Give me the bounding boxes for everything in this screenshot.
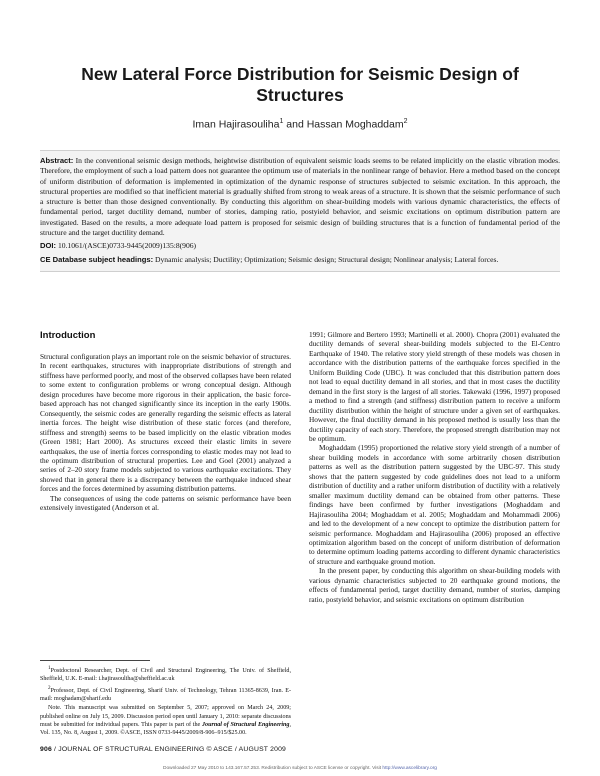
subject-headings-line: [40, 255, 560, 265]
doi-label: DOI:: [40, 241, 57, 251]
doi-value: 10.1061/(ASCE)0733-9445(2009)135:8(906): [57, 241, 197, 251]
footnote-2-mark: 2: [48, 685, 51, 692]
footnote-2-text: Professor, Dept. of Civil Engineering, Sharif Univ. of Technology, Tehran 11365-8639, Iran. E-mail: moghadam@sharif.edu: [40, 688, 291, 703]
right-paragraph-2: Moghaddam (1995) proportioned the relative story yield strength of a number of shear building models in accordance with some arbitrarily chosen distribution patterns as well as the distribution pattern suggested by the UBC-97. This study shows that the pattern suggested by code guidelines does not lead to a uniform distribution of ductility and a rather uniform distribution of ductility with a relatively smaller maximum ductility demand can be obtained from other patterns. These findings have been confirmed by further investigations (Moghaddam and Hajirasouliha 2004; Moghaddam et al. 2005; Moghaddam and Mohammadi 2006) and led to the development of a new concept to optimize the distribution pattern for seismic performance. Moghaddam and Hajirasouliha (2006) proposed an effective optimization algorithm based on the concept of uniform distribution of deformation to determine optimum loading patterns according to different dynamic characteristics of structure and earthquake ground motion.: [309, 443, 560, 566]
abstract-section: [40, 150, 560, 272]
page-number: 906: [40, 746, 52, 753]
left-paragraph-2: The consequences of using the code patterns on seismic performance have been extensively investigated (Anderson et al.: [40, 493, 291, 513]
footnote-1-mark: 1: [48, 665, 51, 671]
doi-line: [40, 241, 560, 251]
author-line: [40, 118, 560, 131]
download-notice-text: Downloaded 27 May 2010 to 143.167.57.253. Redistribution subject to ASCE license or copyright. Visit: [163, 766, 382, 771]
left-paragraph-1: Structural configuration plays an important role on the seismic behavior of structures. In recent earthquakes, structures with inappropriate distributions of strength and stiffness have performed poorly, and most of the observed collapses have been related to some extent to configuration problems or wrong conceptual design. Although design procedures have become more rigorous in their application, the basic force-based approach has not changed significantly since its inception in the early 1900s. Consequently, the seismic codes are generally regarding the seismic effects as lateral inertia forces. The height wise distribution of these static forces (and therefore, stiffness and strength) seems to be based implicitly on the elastic vibration modes (Green 1981; Hart 2000). As structures exceed their elastic limits in severe earthquakes, the use of inertia forces corresponding to elastic modes may not lead to the optimum distribution of structural properties. Lee and Goel (2001) analyzed a series of 2–20 story frame models subjected to various earthquake excitations. They showed that in general there is a discrepancy between the earthquake induced shear forces and the forces determined by assuming distribution patterns.: [40, 352, 291, 494]
paper-title: New Lateral Force Distribution for Seismic Design of Structures: [81, 64, 519, 105]
footnote-divider: [40, 660, 150, 661]
footnote-note-tail: , Vol. 135, No. 8, August 1, 2009. ©ASCE, ISSN 0733-9445/2009/8-906–915/$25.00.: [40, 721, 291, 736]
journal-name: Journal of Structural Engineering: [201, 721, 290, 728]
footnote-note: [40, 704, 291, 736]
author-2-affiliation-mark: 2: [403, 118, 408, 125]
left-column: [40, 352, 291, 513]
page-footer: [40, 746, 286, 753]
footnote-note-text: Note. This manuscript was submitted on September 5, 2007; approved on March 24, 2009; published online on July 15, 2009. Discussion period open until January 1, 2010: separate discussions must be submitted for individual papers. This paper is part of the: [40, 705, 291, 728]
journal-footer-line: / JOURNAL OF STRUCTURAL ENGINEERING © ASCE / AUGUST 2009: [54, 746, 287, 753]
ascelibrary-link[interactable]: http://www.ascelibrary.org: [382, 766, 437, 771]
right-paragraph-3: In the present paper, by conducting this algorithm on shear-building models with various dynamic characteristics subjected to 20 earthquake ground motions, the effects of fundamental period, target ductility demand, number of stories, damping ratio, postyield behavior, and seismic excitations on optimum distribution: [309, 566, 560, 604]
author-conjunction: and: [286, 118, 304, 131]
right-paragraph-1: 1991; Gilmore and Bertero 1993; Martinelli et al. 2000). Chopra (2001) evaluated the ductility demands of several shear-building models subjected to the El-Centro Earthquake of 1940. The relative story yield strength of these models was chosen in accordance with the distribution patterns of the earthquake forces specified in the Uniform Building Code (UBC). It was concluded that this distribution pattern does not lead to equal ductility demand in all stories, and that in most cases the ductility demand in the first story is the largest of all stories. Takewaki (1996, 1997) proposed a method to find a strength (and stiffness) distribution pattern to receive a uniform ductility distribution within the height of structure under a given set of earthquakes. However, the final ductility demand in his proposed method is usually less than the ductility capacity of each story. Therefore, the proposed strength distribution may not be optimum.: [309, 330, 560, 443]
abstract-label: Abstract:: [40, 156, 74, 165]
footnote-1: [40, 664, 291, 683]
author-1-name: Iman Hajirasouliha: [192, 118, 280, 131]
right-column: [309, 330, 560, 604]
subject-headings-value: Dynamic analysis; Ductility; Optimization; Seismic design; Structural design; Nonlinear analysis; Lateral forces.: [155, 254, 499, 264]
abstract-text: In the conventional seismic design methods, heightwise distribution of equivalent seismic loads seems to be related implicitly on the elastic vibration modes. Therefore, the employment of such a load pattern does not guarantee the optimum use of materials in the nonlinear range of behavior. Here a method based on the concept of uniform distribution of deformation is implemented in optimization of the dynamic response of structures subjected to seismic excitation. In this approach, the structural properties are modified so that inefficient material is gradually shifted from strong to weak areas of a structure. It is shown that the seismic performance of such a structure is better than those designed conventionally. By conducting this algorithm on shear-building models with various dynamic characteristics, the effects of fundamental period, target ductility demand, number of stories, damping ratio, postyield behavior, and seismic excitations on optimum distribution pattern are investigated. Based on the results, a more adequate load pattern is proposed for seismic design of building structures that is a function of fundamental period of the structure and the target ductility demand.: [40, 156, 560, 238]
author-2-name: Hassan Moghaddam: [306, 118, 404, 131]
introduction-heading: Introduction: [40, 330, 96, 341]
footnote-1-text: Postdoctoral Researcher, Dept. of Civil and Structural Engineering, The Univ. of Sheffield, Sheffield, U.K. E-mail: i.hajirasouliha@sheffield.ac.uk: [40, 668, 291, 683]
author-1-affiliation-mark: 1: [279, 118, 284, 125]
download-notice: [0, 766, 600, 771]
footnotes: [40, 664, 291, 738]
subject-headings-label: CE Database subject headings:: [40, 254, 154, 264]
footnote-2: [40, 684, 291, 703]
abstract-paragraph: [40, 156, 560, 238]
